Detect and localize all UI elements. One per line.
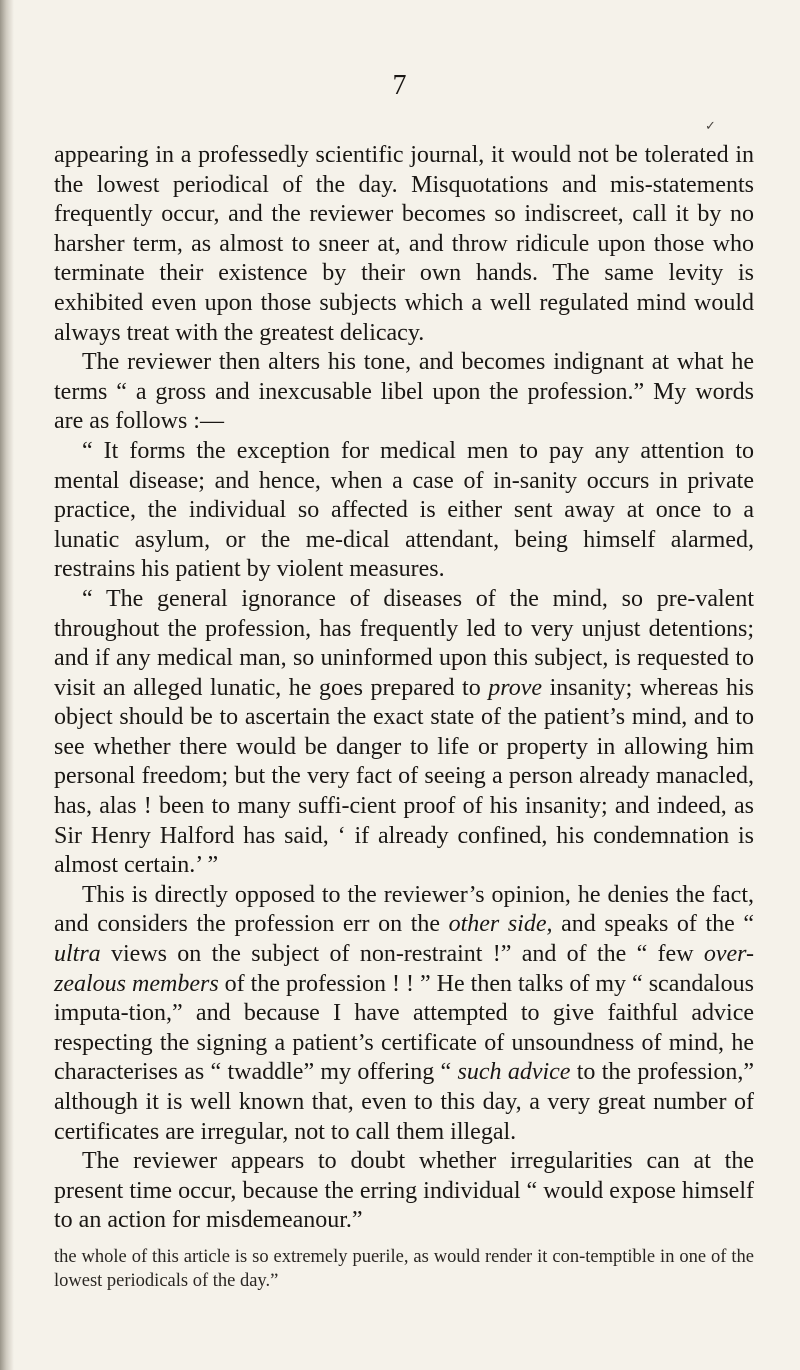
text-run: This is directly opposed to the reviewer’s opinion, he denies the fact, and considers the profession err on the bbox=[54, 881, 754, 938]
text-run: views on the subject of non-restraint !” and of the “ few bbox=[100, 941, 704, 968]
emphasis-prove: prove bbox=[488, 674, 543, 701]
quote-paragraph-1: “ It forms the exception for medical men to pay any attention to mental disease; and hence, when a case of in-sanity occurs in private practice, the individual so affected is either sent away at once to a lunatic asylum, or the me-dical attendant, being himself alarmed, restrains his patient by violent measures. bbox=[54, 437, 754, 583]
paragraph-2: The reviewer then alters his tone, and becomes indignant at what he terms “ a gross and inexcusable libel upon the profession.” My words are as follows :— bbox=[54, 349, 754, 435]
text-run: “ The general ignorance of diseases of the mind, so pre-valent throughout the profession, has frequently led to very unjust detentions; and if any medical man, so uninformed upon this subject, is requested to visit an alleged lunatic, he goes prepared to bbox=[54, 585, 754, 701]
body-text bbox=[54, 141, 754, 1236]
paragraph-3 bbox=[54, 881, 754, 1147]
page-number: 7 bbox=[392, 70, 408, 101]
text-run: to the profession,” although it is well known that, even to this day, a very great number of certificates are irregular, not to call them illegal. bbox=[54, 1059, 754, 1145]
emphasis-such-advice: such advice bbox=[457, 1059, 571, 1086]
binding-edge bbox=[0, 0, 14, 1370]
emphasis-ultra: ultra bbox=[54, 941, 101, 968]
pencil-mark: ✓ bbox=[705, 118, 716, 133]
text-run: insanity; whereas his object should be to ascertain the exact state of the patient’s mind, and to see whether there would be danger to life or property in allowing him personal freedom; but the very fact of seeing a person already manacled, has, alas ! been to many suffi-cient proof of his insanity; and indeed, as Sir Henry Halford has said, ‘ if already confined, his condemnation is almost certain.’ ” bbox=[54, 674, 754, 879]
footnote: the whole of this article is so extremely puerile, as would render it con-temptible in one of the lowest periodicals of the day.” bbox=[54, 1247, 754, 1291]
emphasis-other-side: other side, bbox=[448, 911, 553, 938]
paragraph-1: appearing in a professedly scientific journal, it would not be tolerated in the lowest periodical of the day. Misquotations and mis-statements frequently occur, and the reviewer becomes so indiscreet, call it by no harsher term, as almost to sneer at, and throw ridicule upon those who terminate their existence by their own hands. The same levity is exhibited even upon those subjects which a well regulated mind would always treat with the greatest delicacy. bbox=[54, 142, 754, 346]
text-run: of the profession ! ! ” He then talks of my “ scandalous imputa-tion,” and because I have attempted to give faithful advice respecting the signing a patient’s certificate of unsoundness of mind, he characterises as “ twaddle” my offering “ bbox=[54, 970, 755, 1086]
paragraph-4: The reviewer appears to doubt whether irregularities can at the present time occur, because the erring individual “ would expose himself to an action for misdemeanour.” bbox=[54, 1148, 754, 1234]
emphasis-over-zealous: over-zealous members bbox=[54, 941, 754, 997]
quote-paragraph-2 bbox=[54, 585, 754, 881]
text-run: and speaks of the “ bbox=[552, 911, 755, 938]
